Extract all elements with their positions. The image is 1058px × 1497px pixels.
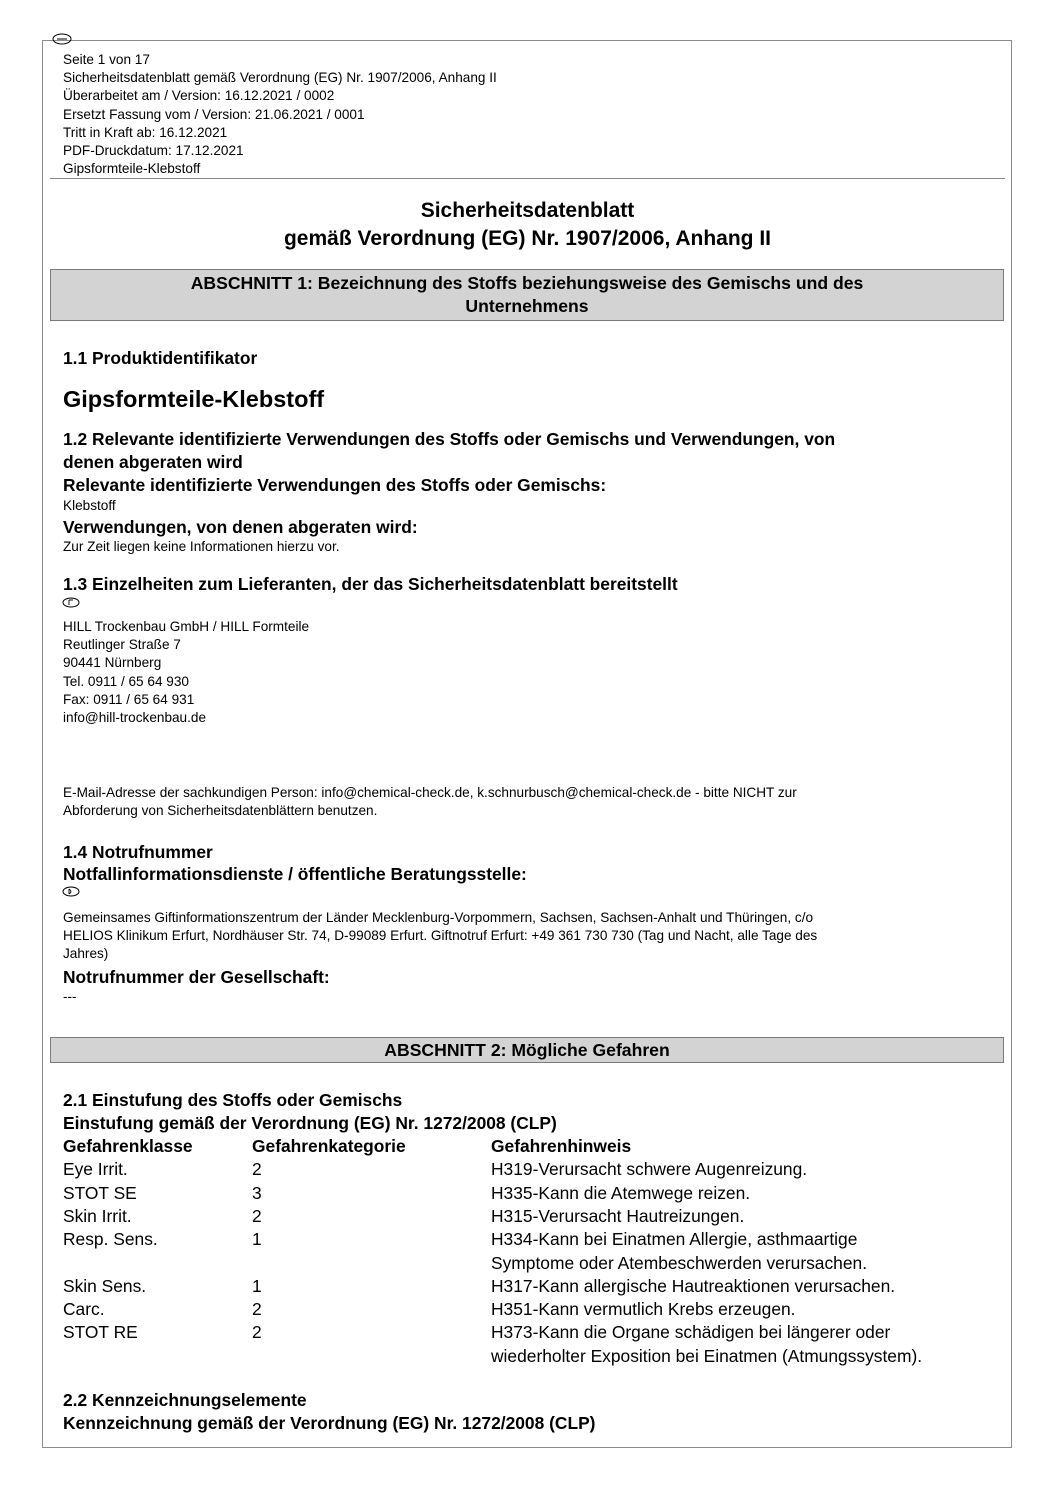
supplier-street: Reutlinger Straße 7: [63, 637, 181, 653]
hazard-statement-cell: H373-Kann die Organe schädigen bei längerer oder: [491, 1322, 891, 1342]
competent-person-email-line-2: Abforderung von Sicherheitsdatenblättern benutzen.: [63, 803, 378, 819]
emergency-info-line-1: Gemeinsames Giftinformationszentrum der Länder Mecklenburg-Vorpommern, Sachsen, Sachsen-Anhalt und Thüringen, c/o: [63, 910, 814, 925]
emergency-info-line-2: HELIOS Klinikum Erfurt, Nordhäuser Str. 74, D-99089 Erfurt. Giftnotruf Erfurt: +49 361 730 730 (Tag und Nacht, alle Tage des: [63, 928, 818, 944]
header-regulation: Sicherheitsdatenblatt gemäß Verordnung (EG) Nr. 1907/2006, Anhang II: [63, 70, 497, 86]
product-name: Gipsformteile-Klebstoff: [63, 386, 325, 412]
hazard-class-cell: Skin Sens.: [63, 1276, 147, 1296]
section-1-title-line-2: Unternehmens: [465, 296, 589, 316]
hazard-category-cell: 2: [252, 1159, 262, 1179]
hazard-statement-cell-continued: Symptome oder Atembeschwerden verursachen.: [491, 1253, 868, 1273]
section-2-title: ABSCHNITT 2: Mögliche Gefahren: [384, 1040, 670, 1060]
document-title: [50, 197, 1005, 253]
subsection-2-1-heading: 2.1 Einstufung des Stoffs oder Gemischs: [63, 1090, 403, 1110]
supplier-email: info@hill-trockenbau.de: [63, 710, 207, 726]
subsection-1-3-heading: 1.3 Einzelheiten zum Lieferanten, der das Sicherheitsdatenblatt bereitstellt: [63, 574, 678, 594]
subsection-2-2-heading: 2.2 Kennzeichnungselemente: [63, 1390, 307, 1410]
language-flag-icon: [52, 33, 72, 45]
header-effective-date: Tritt in Kraft ab: 16.12.2021: [63, 124, 228, 140]
advised-against-value: Zur Zeit liegen keine Informationen hierzu vor.: [63, 539, 340, 554]
supplier-company: HILL Trockenbau GmbH / HILL Formteile: [63, 619, 310, 634]
supplier-city: 90441 Nürnberg: [63, 655, 162, 671]
hazard-statement-cell-continued: wiederholter Exposition bei Einatmen (Atmungssystem).: [491, 1346, 923, 1366]
company-emergency-value: ---: [63, 989, 77, 1004]
emergency-info-text: [63, 909, 817, 964]
emergency-info-label: Notfallinformationsdienste / öffentliche Beratungsstelle:: [63, 864, 527, 884]
column-header-class: Gefahrenklasse: [63, 1136, 193, 1156]
hazard-category-cell: 2: [252, 1299, 262, 1319]
subsection-1-2-heading-line-2: denen abgeraten wird: [63, 452, 243, 472]
column-header-statement: Gefahrenhinweis: [491, 1136, 632, 1156]
header-replaces: Ersetzt Fassung vom / Version: 21.06.2021 / 0001: [63, 106, 365, 122]
section-1-header: [50, 269, 1004, 321]
supplier-fax: Fax: 0911 / 65 64 931: [63, 691, 195, 707]
competent-person-email-line-1: E-Mail-Adresse der sachkundigen Person: info@chemical-check.de, k.schnurbusch@chemical-check.de - bitte NICHT zur: [63, 785, 797, 800]
supplier-phone: Tel. 0911 / 65 64 930: [63, 673, 189, 689]
hazard-statement-cell: H319-Verursacht schwere Augenreizung.: [491, 1159, 808, 1179]
hazard-category-cell: 2: [252, 1322, 262, 1342]
column-header-category: Gefahrenkategorie: [252, 1136, 406, 1156]
hazard-class-cell: Eye Irrit.: [63, 1159, 128, 1179]
hazard-statement-cell: H315-Verursacht Hautreizungen.: [491, 1206, 745, 1226]
company-emergency-label: Notrufnummer der Gesellschaft:: [63, 967, 330, 987]
hazard-category-cell: 3: [252, 1183, 262, 1203]
header-print-date: PDF-Druckdatum: 17.12.2021: [63, 143, 244, 159]
header-revision: Überarbeitet am / Version: 16.12.2021 / 0002: [63, 88, 335, 104]
title-line-1: Sicherheitsdatenblatt: [420, 199, 635, 222]
hazard-category-cell: 1: [252, 1229, 262, 1249]
language-flag-icon: [62, 597, 80, 608]
labelling-heading: Kennzeichnung gemäß der Verordnung (EG) Nr. 1272/2008 (CLP): [63, 1413, 596, 1433]
header-divider: [50, 178, 1005, 179]
hazard-class-cell: Carc.: [63, 1299, 105, 1319]
relevant-uses-label: Relevante identifizierte Verwendungen des Stoffs oder Gemischs:: [63, 475, 607, 495]
emergency-info-line-3: Jahres): [63, 946, 109, 962]
hazard-class-cell: STOT RE: [63, 1322, 138, 1342]
relevant-uses-value: Klebstoff: [63, 498, 116, 513]
section-1-title-line-1: ABSCHNITT 1: Bezeichnung des Stoffs beziehungsweise des Gemischs und des: [190, 273, 864, 293]
subsection-1-4-heading: 1.4 Notrufnummer: [63, 842, 213, 862]
hazard-statement-cell: H351-Kann vermutlich Krebs erzeugen.: [491, 1299, 796, 1319]
section-2-header: [50, 1037, 1004, 1063]
hazard-statement-cell: H335-Kann die Atemwege reizen.: [491, 1183, 751, 1203]
hazard-category-cell: 2: [252, 1206, 262, 1226]
header-product: Gipsformteile-Klebstoff: [63, 161, 201, 177]
language-flag-icon: [62, 886, 80, 897]
subsection-1-2-heading-line-1: 1.2 Relevante identifizierte Verwendungen des Stoffs oder Gemischs und Verwendungen, von: [63, 429, 836, 449]
subsection-1-1-heading: 1.1 Produktidentifikator: [63, 348, 258, 368]
hazard-statement-cell: H317-Kann allergische Hautreaktionen verursachen.: [491, 1276, 896, 1296]
advised-against-label: Verwendungen, von denen abgeraten wird:: [63, 517, 418, 537]
hazard-class-cell: STOT SE: [63, 1183, 137, 1203]
header-page-number: Seite 1 von 17: [63, 52, 150, 67]
title-line-2: gemäß Verordnung (EG) Nr. 1907/2006, Anhang II: [283, 227, 772, 250]
hazard-class-cell: Skin Irrit.: [63, 1206, 132, 1226]
classification-heading: Einstufung gemäß der Verordnung (EG) Nr. 1272/2008 (CLP): [63, 1113, 557, 1133]
supplier-address: [63, 618, 309, 727]
document-header: [63, 51, 1003, 178]
hazard-class-cell: Resp. Sens.: [63, 1229, 158, 1249]
competent-person-email: [63, 784, 797, 820]
hazard-statement-cell: H334-Kann bei Einatmen Allergie, asthmaartige: [491, 1229, 858, 1249]
hazard-category-cell: 1: [252, 1276, 262, 1296]
